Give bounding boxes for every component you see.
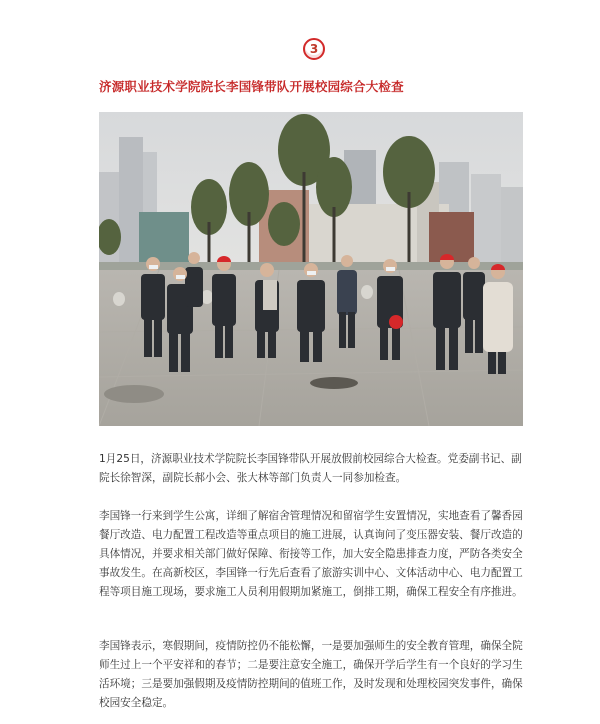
section-number: 3 [309,42,319,56]
article-paragraph: 李国锋一行来到学生公寓，详细了解宿舍管理情况和留宿学生安置情况，实地查看了馨香园餐厅改造、电力配置工程改造等重点项目的施工进展，认真询问了变压器安装、餐厅改造的具体情况，并要求相关部门做好保障、衔接等工作，加大安全隐患排查力度，严防各类安全事故发生。在高新校区，李国锋一行先后查看了旅游实训中心、文体活动中心、电力配置工程等项目施工现场，要求施工人员利用假期加紧施工，倒排工期，确保工程安全有序推进。 [99,510,523,598]
inspection-photo [99,112,523,426]
section-number-badge [303,38,325,60]
article-paragraph: 1月25日，济源职业技术学院院长李国锋带队开展放假前校园综合大检查。党委副书记、副院长徐智深，副院长郝小会、张大林等部门负责人一同参加检查。 [99,453,522,484]
article-title: 济源职业技术学院院长李国锋带队开展校园综合大检查 [99,79,404,94]
article-paragraph: 李国锋表示，寒假期间，疫情防控仍不能松懈，一是要加强师生的安全教育管理，确保全院师生过上一个平安祥和的春节；二是要注意安全施工，确保开学后学生有一个良好的学习生活环境；三是要加强假期及疫情防控期间的值班工作，及时发现和处理校园突发事件，确保校园安全稳定。 [99,640,523,709]
